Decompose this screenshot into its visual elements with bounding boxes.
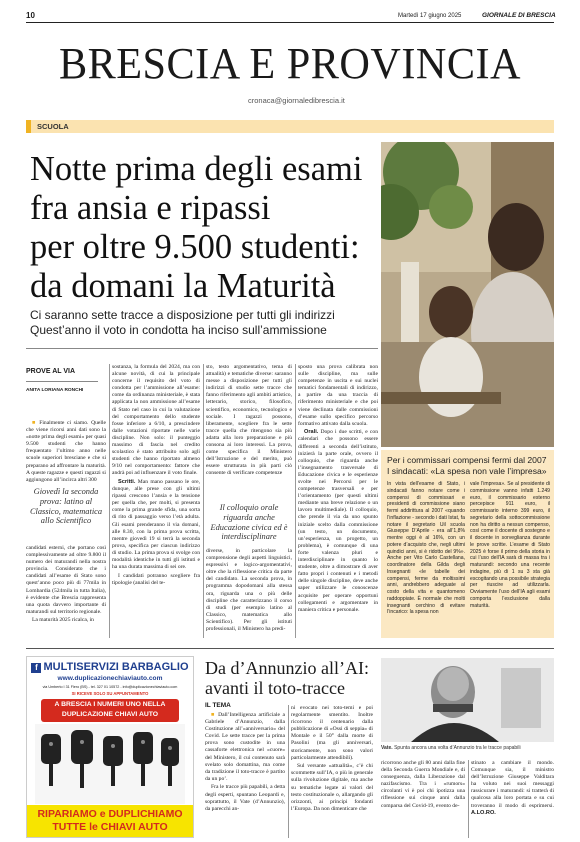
ad-bottom-line: RIPARIAMO e DUPLICHIAMO	[37, 808, 183, 820]
article-signature: A.LO.RO.	[471, 809, 496, 816]
headline-line: per oltre 9.500 studenti:	[30, 228, 360, 266]
paragraph-lead: Orali.	[304, 429, 319, 436]
caption-text: Spunta ancora una volta d’Annunzio tra le tracce papabili	[394, 745, 521, 751]
facebook-icon: f	[31, 663, 41, 673]
body-text: Man mano passano le ore, dunque, alle prese con gli ultimi ripassi crescono l’ansia e la tensione per quella che, per molti, si presenta come la prima grande sfida, una sorta di rito di passaggio verso l’età adulta. Gli esami prenderanno il via domani, alle 8.30, con la prima prova scritta, mentre giovedì 19 si terrà la seconda prova, specifica per ciascun indirizzo di studio. La prima prova si svolge con modalità identiche in tutti gli istituti e ha una durata massima di sei ore.	[112, 479, 200, 571]
paragraph-lead: Scritti.	[118, 479, 136, 485]
section-tag-accent	[26, 120, 31, 133]
main-headline	[30, 150, 390, 306]
column-divider	[288, 705, 289, 838]
article-column-1: ■ Finalmente ci siamo. Quelle che viene ricorsi anni dati sono la «notte prima degli esami» per quasi 9.500 studenti che hanno frequentato l’ultimo anno nelle scuole superiori bresciane e che si preparano ad affrontare la maturità. A queste ragazze e questi ragazzi si aggiungono all’incirca altri 300	[26, 420, 106, 482]
headline-line: avanti il toto-tracce	[205, 678, 345, 698]
article-column-3b	[206, 548, 292, 640]
ad-address: via Umberto I 31 Flero (BS) - tel. 327 01 10572 - info@duplicazionechiaviauto.com	[42, 685, 178, 689]
photo-caption	[381, 745, 556, 751]
portrait-photo	[381, 658, 554, 742]
body-text: sto, testo argomentativo, tema di attualità) e tematiche diverse: saranno messe a disposizione per tutti gli indirizzi di studio sette tracce che fanno riferimento agli ambiti artistico, letterario, storico, filosofico, scientifico, economico, tecnologico e sociale. I ragazzi possono, liberamente, scegliere fra le sette tracce quella che ritengono sia più adatta alla loro preparazione e più consona ai loro interessi. La prova, come specifica il Ministero dell’Istruzione e del merito, può essere strutturata in più parti ciò consente di verificare competenze	[206, 364, 292, 477]
subhead-line: Quest’anno il voto in condotta ha inciso sull’ammissione	[30, 322, 327, 337]
body-text: sostanza, la formula del 2024, ma con alcune novità, di cui la principale concerne il requisito del voto di condotta per l’ammissione all’esame: come da ordinanza ministeriale, è stata applicata la non ammissione all’esame di Stato nel caso in cui la valutazione del comportamento dello studente fosse inferiore a 6/10, a prescindere dalle votazioni riportate nelle varie discipline. Non solo: il punteggio massimo di fascia nel credito scolastico è stato attribuito solo agli studenti che hanno riportato almeno 9/10 nel comportamento: fattore che andrà poi ad influenzare il voto finale.	[112, 364, 200, 477]
column-divider	[109, 364, 110, 638]
second-column-1: ■ Dall’Intelligenza artificiale a Gabriele d’Annunzio, dalla Costituzione all’«anniversario» del Covid. Le sette tracce per la prima prova sono custodite in una cassaforte elettronica nel «cuore» del Ministero, il cui contenuto sarà svelato solo domattina, ma come da tradizione il toto-tracce è partito da un po’. Fra le tracce più papabili, a detta degli esperti, spuntano Leopardi e, soprattutto, il Vate (d’Annunzio), da parecchi an-	[205, 712, 285, 812]
second-headline	[205, 658, 405, 698]
page-number: 10	[26, 11, 35, 20]
main-subhead	[30, 308, 378, 337]
pullquote-1: Giovedì la seconda prova: latino al Classico, matematica allo Scientifico	[29, 487, 103, 526]
ad-brand-text: MULTISERVIZI BARBAGLIO	[43, 661, 189, 673]
article-column-1b	[26, 545, 106, 640]
second-column-4	[471, 760, 554, 838]
body-text: Dopo i due scritti, e con calendari che possono essere differenti a seconda dell’istituto, inizierà la parte orale, ovvero il colloquio, che riguarda anche l’insegnamento trasversale di Educazione civica e le esperienze svolte nei Percorsi per le competenze trasversali e per l’orientamento (per questi ultimi mediante una breve relazione o un lavoro multimediale). Il colloquio, che prende il via da uno spunto iniziale scelto dalla commissione (un testo, un documento, un’esperienza, un progetto, un problema), è comunque di una forte valenza pluri e interdisciplinare in quanto lo studente, oltre a dimostrare di aver fatto propri i contenuti e i metodi delle singole discipline, deve anche saper utilizzare le conoscenze acquisite per operare opportuni collegamenti e argomentare in maniera critica e personale.	[298, 429, 378, 613]
section-rule	[26, 648, 554, 649]
body-text: Sul versante «attualità», c’è chi scommette sull’IA, o più in generale sulla rivoluzione digitale, ma anche su tematiche legate ai valori del testo costituzionale o, allargando gli orizzonti, ai principi fondanti l’Europa. Da non dimenticare che	[291, 763, 373, 812]
subhead-line: Ci saranno sette tracce a disposizione per tutti gli indirizzi	[30, 308, 335, 322]
ad-bottom-line: TUTTE le CHIAVI AUTO	[52, 821, 168, 833]
section-email[interactable]: cronaca@giornaledibrescia.it	[248, 96, 345, 105]
article-column-3	[206, 364, 292, 499]
ad-bottom-banner	[27, 805, 193, 837]
ad-site[interactable]: www.duplicazionechiaviauto.com	[57, 675, 163, 682]
body-text: Dall’Intelligenza artificiale a Gabriele d’Annunzio, dalla Costituzione all’«anniversario» del Covid. Le sette tracce per la prima prova sono custodite in una cassaforte elettronica nel «cuore» del Ministero, il cui contenuto sarà svelato solo domattina, ma come da tradizione il toto-tracce è partito da un po’.	[205, 712, 285, 782]
header-rule	[26, 22, 554, 23]
ad-note: SI RICEVE SOLO SU APPUNTAMENTO	[71, 691, 149, 696]
advertisement[interactable]	[26, 656, 194, 838]
ad-brand	[27, 661, 193, 673]
issue-date: Martedì 17 giugno 2025	[398, 13, 462, 19]
article-column-4	[298, 364, 378, 638]
body-text: diverse, in particolare la comprensione degli aspetti linguistici, espressivi e logico-argomentativi, oltre che la riflessione critica da parte del candidato. La seconda prova, in programma dopodomani alla stessa ora, riguarda una o più delle discipline che caratterizzano il corso di studi (per esempio latino al Classico, matematica allo Scientifico). Per gli istituti professionali, il Ministero ha predi-	[206, 548, 292, 633]
sidebar-headline	[387, 455, 552, 476]
sidebar-column-2: vale l’impresa». Se al presidente di commissione vanno infatti 1.249 euro, il commissario esterno percepisce 911 euro, il commissario interno 399 euro, il segretario della sottocommissione non ha diritto a nessun compenso, così come il docente di sostegno e il docente in sorveglianza durante le prove scritte. L’esame di Stato 2025 è forse il primo della storia in cui l’uso dell’IA sarà di massa tra i maturandi: secondo una recente indagine, più di 1 su 3 sta già escogitando una possibile strategia per riuscire ad utilizzarla. Ovviamente l’uso dell’IA agli esami comporta l’esclusione dalla maturità.	[470, 481, 550, 609]
article-byline: ANITA LORIANA RONCHI	[26, 388, 84, 393]
headline-line: Da d’Annunzio all’AI:	[205, 658, 369, 678]
headline-line: da domani la Maturità	[30, 267, 336, 305]
body-text: ni evocato nei toto-temi e poi regolarmente smentito. Inoltre ricorrono il centenario dalla pubblicazione di «Ossi di seppia» di Montale e il 50° dalla morte di Pasolini (ma gli anniversari, storicamente, non sono valori particolarmente attendibili).	[291, 705, 373, 761]
body-text: Finalmente ci siamo. Quelle che viene ricorsi anni dati sono la «notte prima degli esami» per quasi 9.500 studenti che hanno frequentato l’ultimo anno nelle scuole superiori bresciane e che si preparano ad affrontare la maturità. A queste ragazze e questi ragazzi si aggiungono all’incirca altri 300	[26, 420, 106, 482]
body-text: candidati esterni, che portano così complessivamente ad oltre 9.800 il numero dei maturandi nella nostra provincia. Considerato che i candidati all’esame di Stato sono quest’anno poco più di 77mila in Lombardia (524mila in tutta Italia), è evidente che Brescia rappresenta una quota davvero importante di maturandi sul territorio regionale.	[26, 545, 106, 615]
newspaper-name: GIORNALE DI BRESCIA	[482, 12, 556, 19]
section-title: BRESCIA E PROVINCIA	[58, 39, 522, 88]
body-text: La maturità 2025 ricalca, in	[32, 617, 94, 624]
body-text: Fra le tracce più papabili, a detta degli esperti, spuntano Leopardi e, soprattutto, il Vate (d’Annunzio), da parecchi an-	[205, 784, 285, 812]
subhead-rule	[26, 348, 378, 349]
second-column-3	[381, 760, 465, 838]
section-tag-bar	[26, 120, 554, 133]
caption-lead: Vate.	[381, 745, 393, 751]
column-divider	[295, 364, 296, 638]
column-divider	[203, 364, 204, 638]
pullquote-2: Il colloquio orale riguarda anche Educazione civica ed è interdisciplinare	[210, 503, 288, 542]
body-text: I candidati potranno scegliere fra tipologie (analisi del te-	[112, 572, 200, 586]
column-divider	[468, 760, 469, 838]
ad-banner: A BRESCIA I NUMERI UNO NELLA DUPLICAZIONE CHIAVI AUTO	[41, 699, 179, 722]
body-text: ricorrono anche gli 80 anni dalla fine della Seconda Guerra Mondiale e, di conseguenza, dalla Liberazione dal nazifascismo. Tra i «rumors» circolanti vi è poi chi ipotizza una riflessione sui cinque anni dalla comparsa del Covid-19, evento de-	[381, 760, 465, 809]
body-text: stinato a cambiare il mondo. Comunque sia, il ministro dell’Istruzione Giuseppe Valditara ha voluto nei suoi messaggi rassicurare i maturandi: si tratterà di qualcosa alla loro portata e su cui troveranno il modo di esprimersi.	[471, 760, 554, 809]
body-text: sposto una prova calibrata non sulle discipline, ma sulle competenze in uscita e sui nuclei tematici fondamentali di indirizzo, a partire da una traccia di riferimento ministeriale e che poi viene declinata dalle commissioni d’esame sullo specifico percorso formativo attivato dalla scuola.	[298, 364, 378, 427]
sidebar-headline-line: I sindacati: «La spesa non vale l’impresa»	[387, 465, 547, 476]
sidebar-headline-line: Per i commissari compensi fermi dal 2007	[387, 455, 547, 465]
article-kicker: PROVE AL VIA	[26, 368, 76, 375]
second-kicker: IL TEMA	[205, 702, 231, 709]
car-keys-image	[35, 724, 185, 804]
sidebar-column-1: In vista dell’esame di Stato, i sindacati fanno notare come i compensi di commissari e presidenti di commissione siano fermi addirittura al 2007 «quando l’inflazione - secondo i dati Istat, fa notare il segretario Uil scuola Giuseppe D’Aprile - era all’1,8% mentre oggi è al 16%, con un potere d’acquisto che, negli ultimi quindici anni, si è ridotto del 9%». Anche per Vito Carlo Castellana, coordinatore della Gilda degli Insegnanti «le tabelle dei compensi, ferme da moltissimi anni, andrebbero adeguate al costo della vita e quantomeno raddoppiate. È normale che molti insegnanti cerchino di evitare l’incarico: la spesa non	[387, 481, 465, 616]
section-tag: SCUOLA	[37, 122, 69, 131]
headline-line: fra ansia e ripassi	[30, 189, 271, 227]
hero-photo	[381, 142, 554, 447]
kicker-rule	[26, 381, 98, 382]
headline-line: Notte prima degli esami	[30, 150, 363, 188]
article-column-2	[112, 364, 200, 638]
second-column-2	[291, 705, 373, 838]
